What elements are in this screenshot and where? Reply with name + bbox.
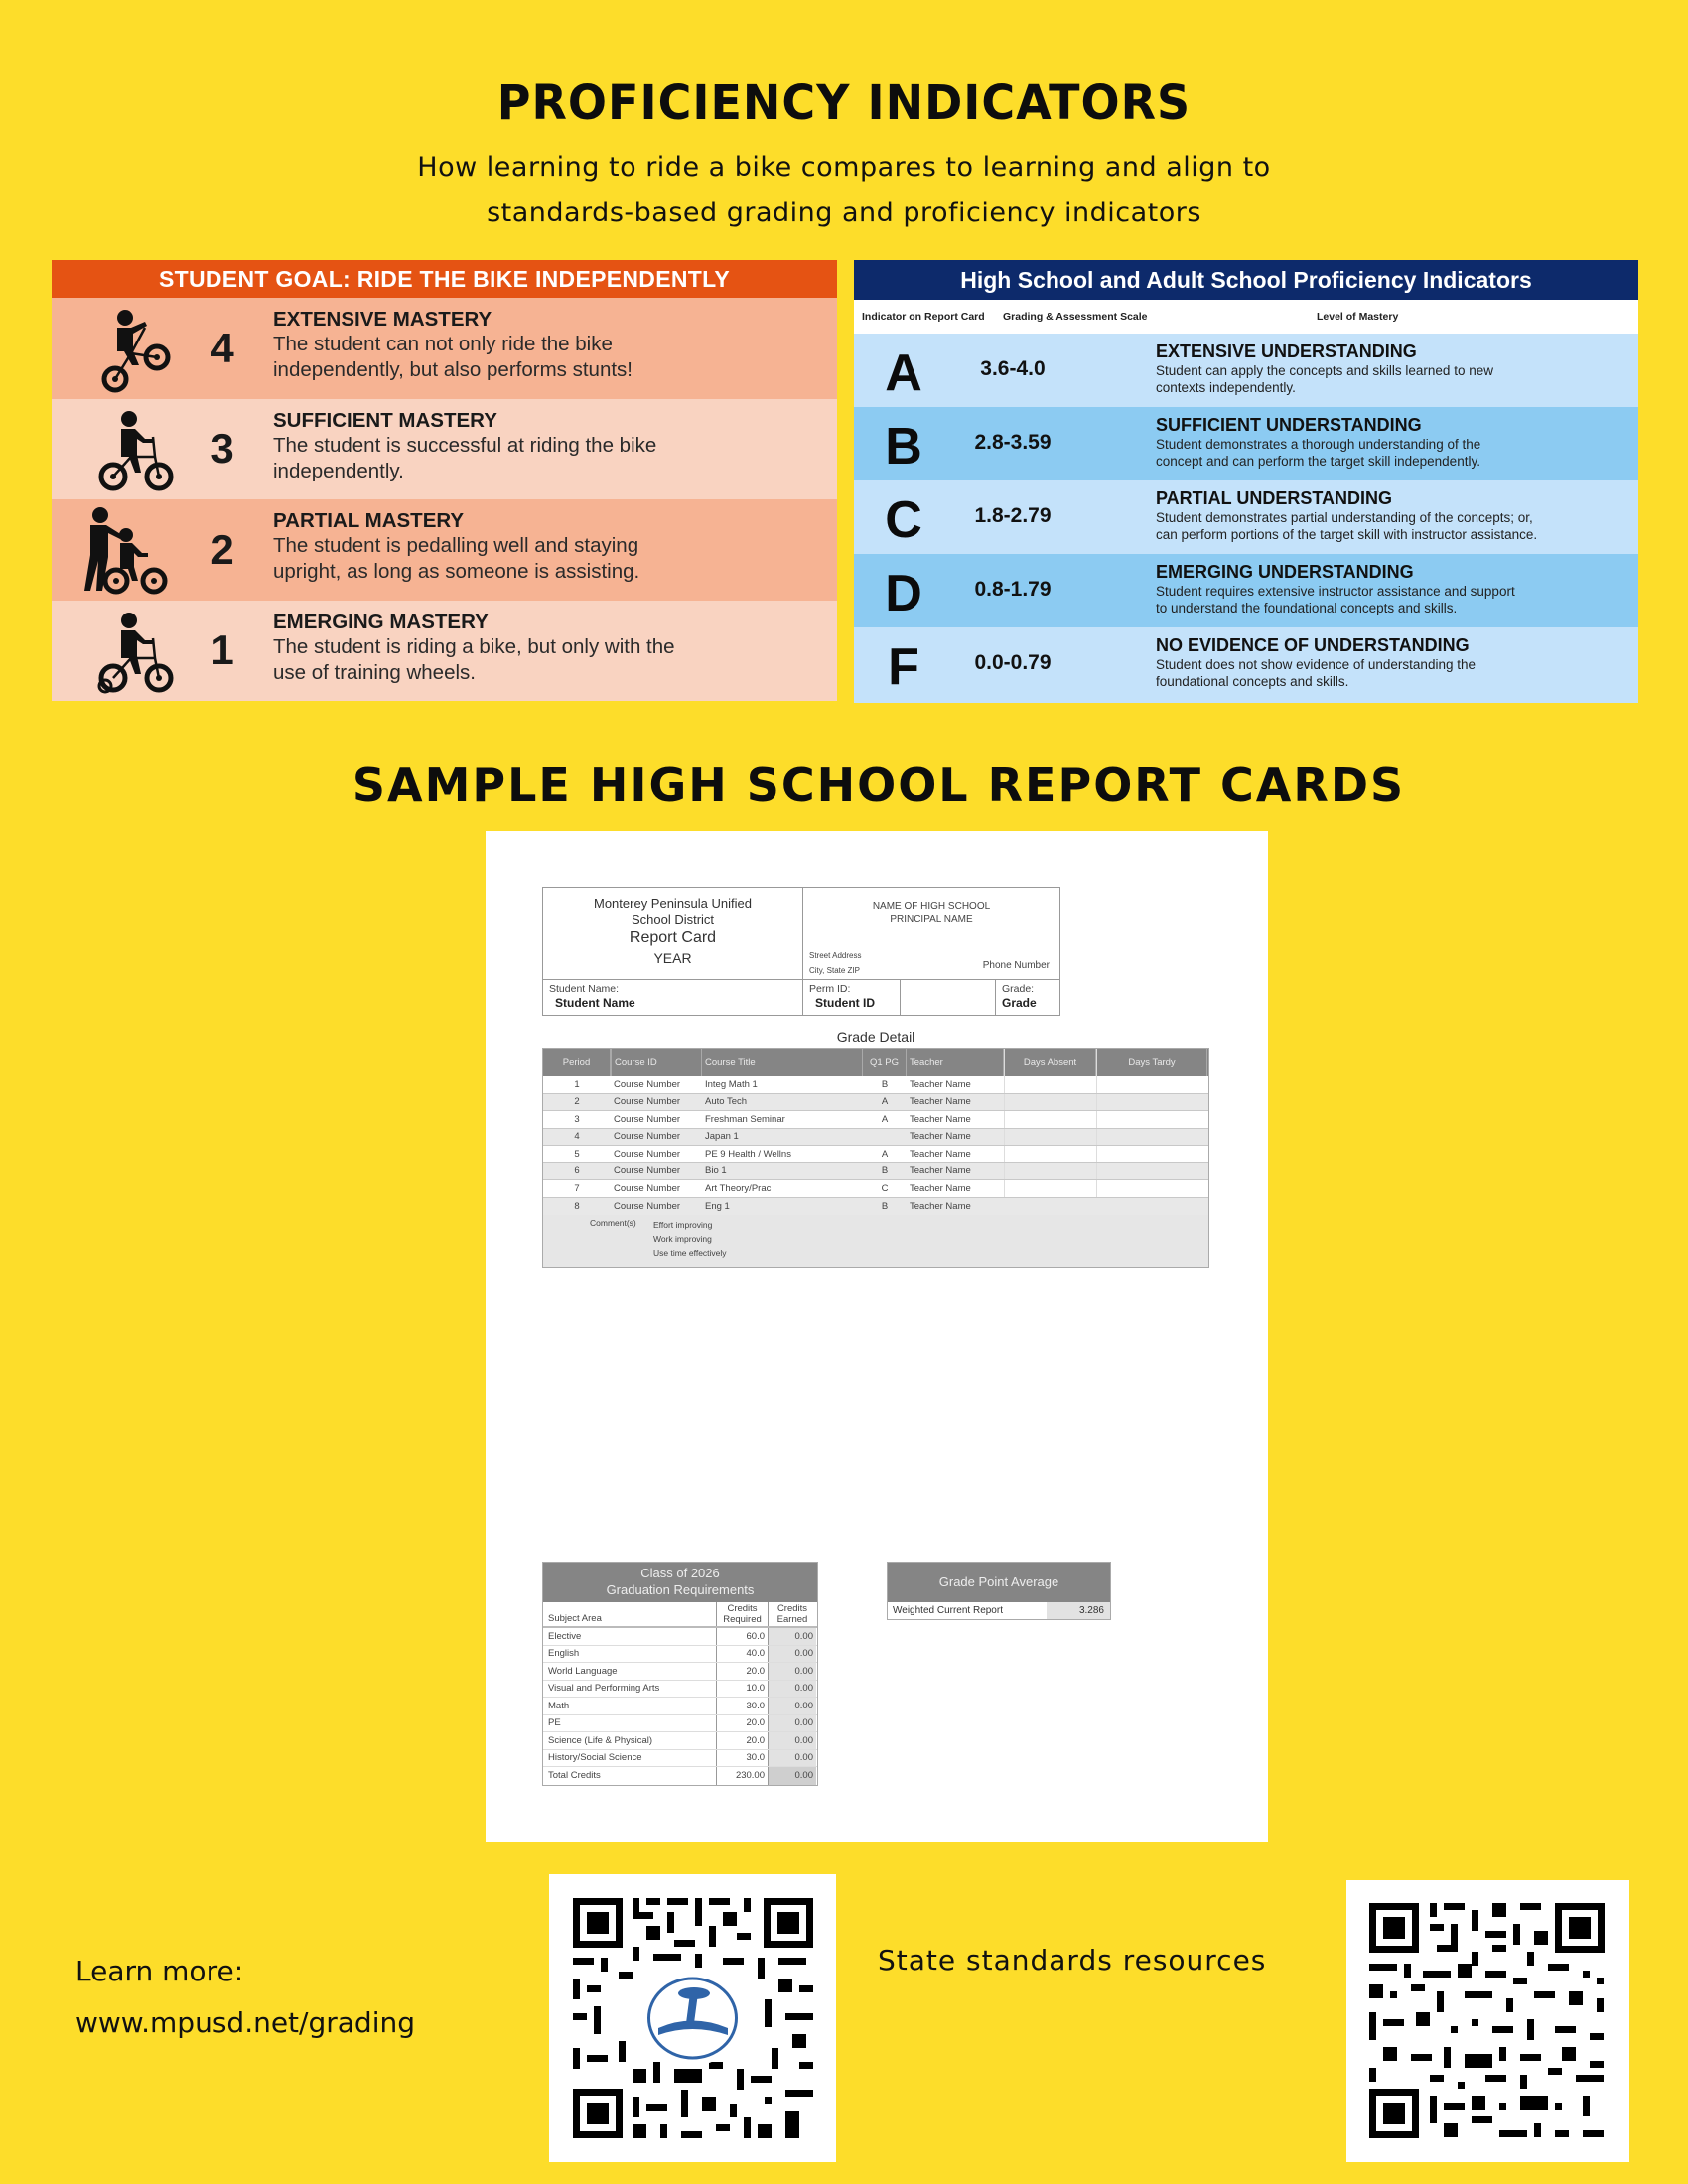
learn-more-label: Learn more: [75,1955,244,1987]
hs-proficiency-panel [854,260,1638,701]
street-address: Street Address [809,951,862,960]
class-year: Class of 2026 [640,1566,720,1580]
grade-scale: 2.8-3.59 [974,431,1052,454]
table-row [543,1663,817,1681]
gpa-row [888,1602,1110,1619]
cell-subject: History/Social Science [548,1752,642,1764]
cell-earned: 0.00 [768,1715,816,1732]
cell-q1: C [881,1182,889,1194]
th-label: Credits [776,1603,808,1614]
bike-mastery-panel [52,260,837,701]
cell-course-id: Course Number [614,1096,681,1108]
th-label: Required [723,1614,762,1625]
cell-q1: A [881,1096,889,1108]
th-days-absent: Days Absent [1004,1049,1096,1076]
cell-required: 230.00 [716,1767,768,1785]
district-name-1: Monterey Peninsula Unified [594,896,752,911]
cell-course-title: PE 9 Health / Wellns [705,1148,791,1160]
cell-earned: 0.00 [768,1767,816,1785]
cell-course-title: Integ Math 1 [705,1078,758,1090]
cell-tardy [1096,1111,1207,1128]
mastery-desc-2: to understand the foundational concepts and skills. [1156,601,1458,615]
district-name-2: School District [631,912,715,927]
th-course-id: Course ID [611,1049,702,1076]
wheelie-bike-icon [95,306,175,393]
hs-row-f [854,627,1638,703]
mastery-level-number: 3 [211,425,234,473]
cell-subject: Elective [548,1630,582,1642]
mastery-level-number: 1 [211,626,234,674]
table-row [543,1146,1208,1163]
cell-earned: 0.00 [768,1628,816,1645]
graduation-column-headers [543,1602,817,1628]
cell-subject: Science (Life & Physical) [548,1734,653,1746]
mastery-desc-1: The student can not only ride the bike [273,333,613,355]
city-state-zip: City, State ZIP [809,966,860,975]
cell-subject: Math [548,1700,570,1711]
report-card-title: Report Card [629,929,717,946]
mastery-title: NO EVIDENCE OF UNDERSTANDING [1156,635,1470,655]
grade-cell [996,980,1059,1015]
cell-course-id: Course Number [614,1165,681,1177]
cell-course-title: Freshman Seminar [705,1113,785,1125]
gpa-label: Weighted Current Report [893,1605,1003,1616]
th-period: Period [543,1049,611,1076]
bike-panel-header: STUDENT GOAL: RIDE THE BIKE INDEPENDENTLY [52,260,837,298]
cell-absent [1004,1198,1096,1216]
th-subject-area: Subject Area [548,1613,602,1624]
mastery-desc-2: can perform portions of the target skill with instructor assistance. [1156,527,1538,542]
cell-absent [1004,1129,1096,1146]
gpa-value: 3.286 [1047,1602,1110,1619]
cell-tardy [1096,1180,1207,1197]
phone-number: Phone Number [982,960,1050,971]
training-wheels-icon [95,609,175,696]
grade-letter: A [885,344,922,402]
mastery-desc-1: Student can apply the concepts and skills learned to new [1156,363,1493,378]
grade-comments [543,1215,1208,1267]
cell-teacher: Teacher Name [910,1148,971,1160]
bike-row-level-3 [52,399,837,500]
table-row [543,1681,817,1699]
mastery-title: PARTIAL UNDERSTANDING [1156,488,1392,508]
table-row [543,1111,1208,1129]
cell-required: 10.0 [716,1681,768,1698]
cell-subject: World Language [548,1665,618,1677]
cell-teacher: Teacher Name [910,1113,971,1125]
page-subtitle [0,145,1688,236]
cell-period: 8 [574,1200,580,1212]
grade-detail-table [542,1048,1209,1268]
cell-course-title: Art Theory/Prac [705,1182,772,1194]
grade-letter: D [885,565,922,622]
cell-earned: 0.00 [768,1646,816,1663]
mastery-desc-1: The student is riding a bike, but only with the [273,634,675,658]
table-row [543,1198,1208,1216]
table-row [543,1180,1208,1198]
table-row [543,1076,1208,1094]
cell-absent [1004,1163,1096,1180]
cell-teacher: Teacher Name [910,1182,971,1194]
cell-course-title: Auto Tech [705,1096,748,1108]
grade-letter: B [885,418,922,476]
hs-column-headers [854,300,1638,334]
cell-course-id: Course Number [614,1113,681,1125]
mastery-title: SUFFICIENT UNDERSTANDING [1156,415,1422,435]
mastery-desc-1: The student is pedalling well and staying [273,534,639,557]
student-info-row [542,980,1060,1016]
cell-tardy [1096,1076,1207,1093]
th-teacher: Teacher [907,1049,1004,1076]
table-row [543,1628,817,1646]
perm-id-cell [803,980,901,1015]
cell-course-id: Course Number [614,1200,681,1212]
principal-name: PRINCIPAL NAME [890,914,973,925]
mastery-desc-2: foundational concepts and skills. [1156,674,1349,689]
subtitle-line-1: How learning to ride a bike compares to learning and align to [417,152,1271,183]
district-header [542,887,802,980]
report-year: YEAR [653,950,692,966]
mastery-level-number: 4 [211,324,234,371]
mastery-level-number: 2 [211,525,234,573]
mastery-desc-2: concept and can perform the target skill independently. [1156,454,1480,469]
mastery-title: EXTENSIVE UNDERSTANDING [1156,341,1417,361]
perm-id-label: Perm ID: [809,983,851,995]
sample-report-card [486,831,1268,1842]
cell-absent [1004,1094,1096,1111]
table-row [543,1715,817,1733]
col-indicator: Indicator on Report Card [862,311,985,323]
learn-more-block [75,1946,415,2049]
mastery-desc-1: Student demonstrates partial understanding of the concepts; or, [1156,510,1533,525]
mastery-desc-2: contexts independently. [1156,380,1296,395]
cell-period: 1 [574,1078,580,1090]
th-credits-earned [768,1602,816,1626]
comment-item: Effort improving [653,1220,713,1230]
grade-scale: 0.8-1.79 [974,578,1052,601]
cell-teacher: Teacher Name [910,1165,971,1177]
qr-code-icon [1346,1880,1629,2162]
cell-subject: English [548,1648,580,1660]
gpa-header: Grade Point Average [888,1563,1110,1602]
cell-absent [1004,1146,1096,1162]
cell-earned: 0.00 [768,1663,816,1680]
graduation-requirements-table [542,1562,818,1786]
table-row [543,1732,817,1750]
mastery-desc-1: Student demonstrates a thorough understanding of the [1156,437,1481,452]
cell-earned: 0.00 [768,1681,816,1698]
cell-q1: A [881,1113,889,1125]
cell-subject: Total Credits [548,1770,601,1782]
mastery-desc-2: independently. [273,459,404,482]
cell-teacher: Teacher Name [910,1078,971,1090]
col-mastery: Level of Mastery [1317,311,1399,323]
cell-earned: 0.00 [768,1698,816,1714]
qr-code-icon [549,1874,836,2162]
mastery-title: EMERGING UNDERSTANDING [1156,562,1414,582]
col-scale: Grading & Assessment Scale [1003,311,1148,323]
grade-label: Grade: [1002,983,1035,995]
state-standards-label: State standards resources [878,1944,1267,1977]
cell-required: 20.0 [716,1715,768,1732]
rider-bike-icon [95,407,175,494]
table-row [543,1094,1208,1112]
cell-q1: B [881,1165,889,1177]
cell-subject: Visual and Performing Arts [548,1683,660,1695]
cell-required: 20.0 [716,1663,768,1680]
mastery-desc-1: The student is successful at riding the bike [273,433,657,457]
cell-period: 4 [574,1131,580,1143]
hs-row-b [854,407,1638,480]
student-name-cell [543,980,803,1015]
grade-detail-title: Grade Detail [836,1029,915,1045]
cell-required: 40.0 [716,1646,768,1663]
student-name-label: Student Name: [549,983,620,995]
comments-label: Comment(s) [590,1218,636,1228]
mastery-desc-2: use of training wheels. [273,660,476,684]
cell-subject: PE [548,1717,561,1729]
mastery-desc-1: Student requires extensive instructor assistance and support [1156,584,1515,599]
cell-tardy [1096,1163,1207,1180]
hs-row-d [854,554,1638,627]
mastery-desc-2: independently, but also performs stunts! [273,358,633,381]
graduation-header [543,1563,817,1602]
gpa-table [887,1562,1111,1620]
table-row [543,1750,817,1768]
cell-required: 30.0 [716,1698,768,1714]
grading-qr-code[interactable] [549,1874,836,2162]
total-credits-row [543,1767,817,1785]
comment-item: Work improving [653,1234,712,1244]
hs-panel-header: High School and Adult School Proficiency Indicators [854,260,1638,300]
grade-letter: F [888,638,919,696]
subtitle-line-2: standards-based grading and proficiency indicators [487,198,1201,228]
cell-period: 3 [574,1113,580,1125]
th-label: Earned [776,1614,808,1625]
perm-id-value: Student ID [815,996,875,1010]
cell-tardy [1096,1198,1207,1216]
table-row [543,1163,1208,1181]
comment-item: Use time effectively [653,1248,727,1258]
grade-scale: 0.0-0.79 [974,651,1052,674]
cell-q1 [863,1129,907,1146]
cell-period: 2 [574,1096,580,1108]
mastery-title: PARTIAL MASTERY [273,509,465,532]
cell-tardy [1096,1146,1207,1162]
grade-value: Grade [1002,996,1037,1010]
cell-tardy [1096,1094,1207,1111]
table-row [543,1129,1208,1147]
mastery-desc-2: upright, as long as someone is assisting. [273,560,640,583]
cell-required: 30.0 [716,1750,768,1767]
learn-more-link[interactable]: www.mpusd.net/grading [75,2006,415,2039]
cell-absent [1004,1180,1096,1197]
th-credits-required [716,1602,768,1626]
th-q1: Q1 PG [863,1049,907,1076]
school-header [802,887,1060,980]
cell-course-title: Bio 1 [705,1165,727,1177]
bike-row-level-2 [52,499,837,601]
th-days-tardy: Days Tardy [1096,1049,1207,1076]
cell-teacher: Teacher Name [910,1096,971,1108]
cell-tardy [1096,1129,1207,1146]
mastery-title: EMERGING MASTERY [273,610,489,633]
th-course-title: Course Title [702,1049,863,1076]
bike-row-level-4 [52,298,837,399]
section-title: SAMPLE HIGH SCHOOL REPORT CARDS [352,758,1406,812]
grade-detail-header [543,1049,1208,1076]
cell-course-title: Japan 1 [705,1131,739,1143]
school-address [809,948,861,978]
student-name-value: Student Name [555,996,635,1010]
page-title: PROFICIENCY INDICATORS [496,73,1192,131]
mastery-desc-1: Student does not show evidence of understanding the [1156,657,1476,672]
cell-course-id: Course Number [614,1148,681,1160]
cell-course-id: Course Number [614,1078,681,1090]
cell-absent [1004,1111,1096,1128]
cell-period: 6 [574,1165,580,1177]
cell-period: 7 [574,1182,580,1194]
table-row [543,1698,817,1715]
assisted-rider-icon [77,507,171,595]
graduation-title: Graduation Requirements [606,1582,755,1597]
cell-required: 60.0 [716,1628,768,1645]
cell-earned: 0.00 [768,1732,816,1749]
cell-teacher: Teacher Name [910,1131,971,1143]
cell-period: 5 [574,1148,580,1160]
hs-row-a [854,334,1638,407]
cell-course-id: Course Number [614,1182,681,1194]
school-name: NAME OF HIGH SCHOOL [872,901,991,912]
cell-absent [1004,1076,1096,1093]
grade-letter: C [885,491,922,549]
th-label: Credits [727,1603,758,1614]
mastery-title: EXTENSIVE MASTERY [273,308,492,331]
grade-scale: 1.8-2.79 [974,504,1052,527]
cell-course-id: Course Number [614,1131,681,1143]
hs-row-c [854,480,1638,554]
cell-teacher: Teacher Name [910,1200,971,1212]
table-row [543,1646,817,1664]
bike-row-level-1 [52,601,837,702]
cell-q1: B [881,1078,889,1090]
cell-earned: 0.00 [768,1750,816,1767]
cell-q1: B [881,1200,889,1212]
cell-course-title: Eng 1 [705,1200,730,1212]
grade-scale: 3.6-4.0 [980,357,1046,380]
state-standards-qr-code[interactable] [1346,1880,1629,2162]
cell-q1: A [881,1148,889,1160]
blank-cell [901,980,996,1015]
mastery-title: SUFFICIENT MASTERY [273,408,497,432]
cell-required: 20.0 [716,1732,768,1749]
